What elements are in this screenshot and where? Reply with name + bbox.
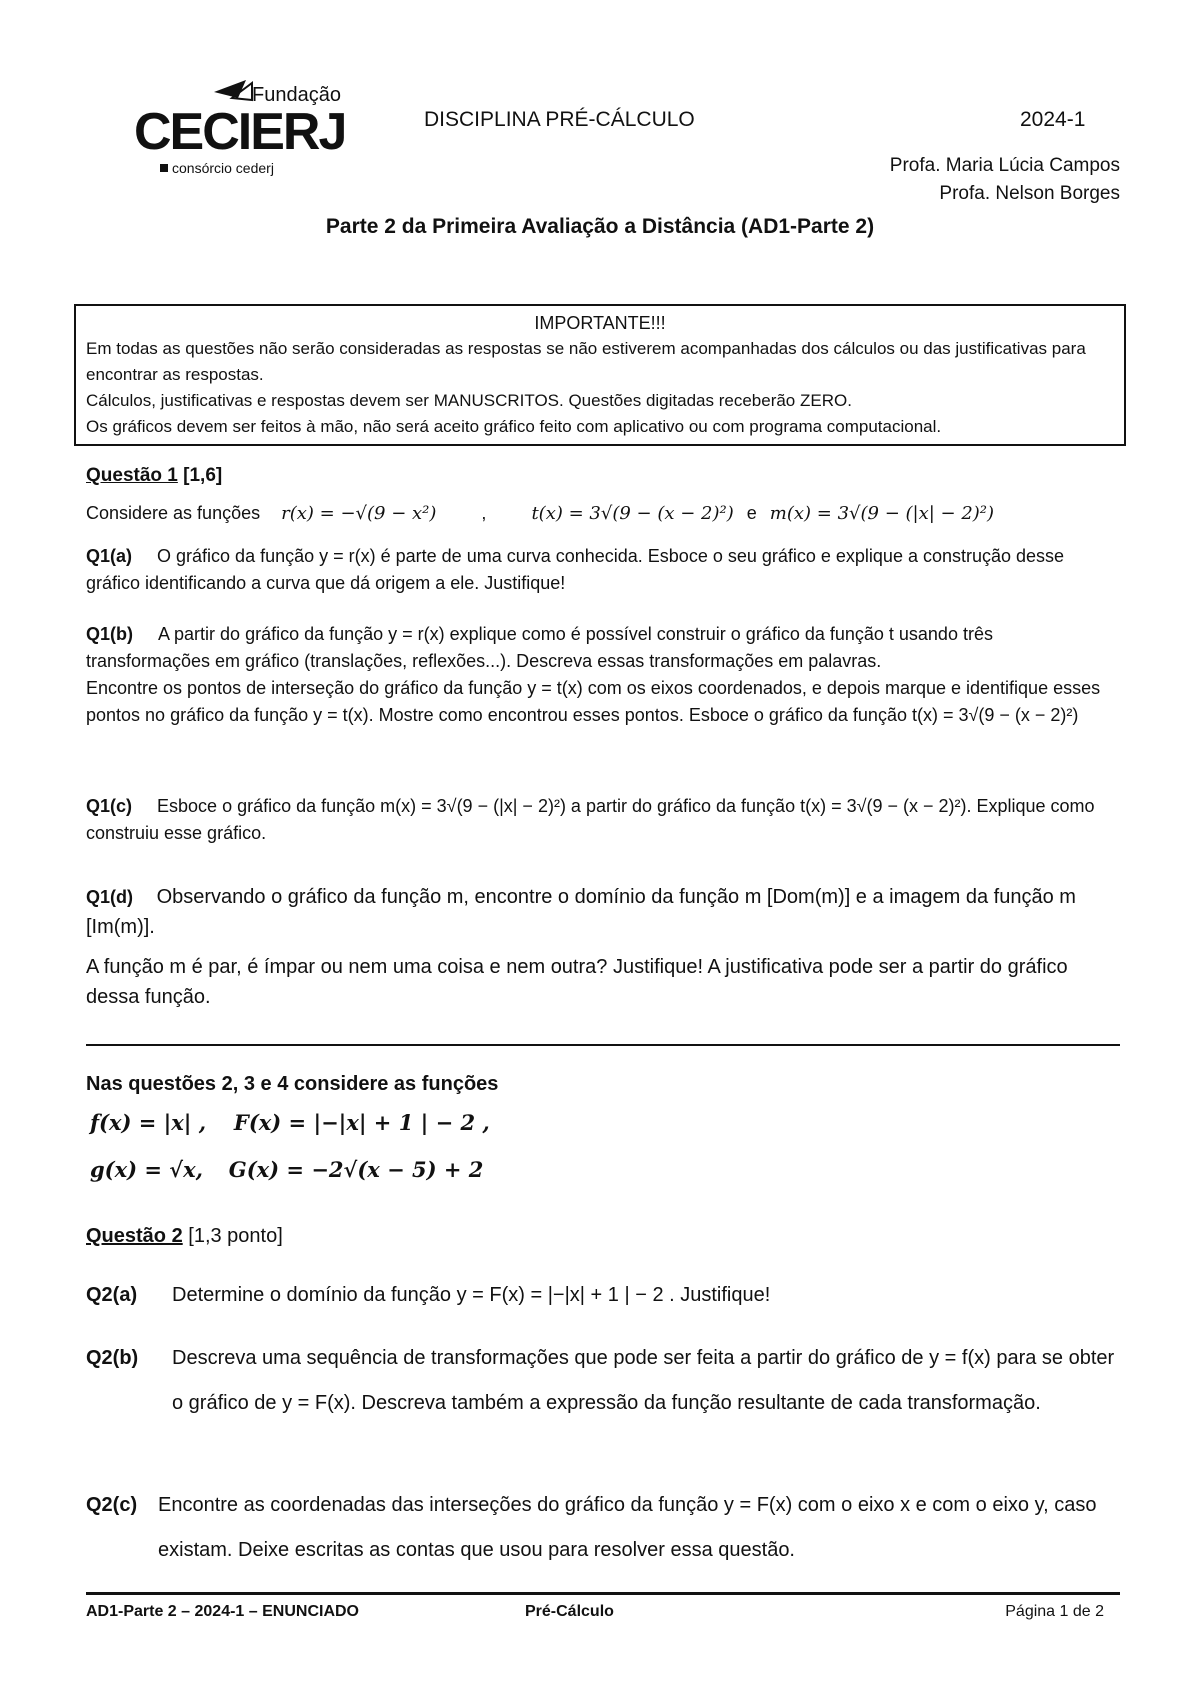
r-definition: r(x) = −√(9 − x²): [281, 503, 437, 524]
q1d-2: [86, 952, 1120, 1012]
f-definition: f(x) = |x| ,: [90, 1110, 207, 1135]
document-title: Parte 2 da Primeira Avaliação a Distância (AD1-Parte 2): [325, 215, 875, 238]
footer-center: Pré-Cálculo: [525, 1603, 614, 1620]
logo-fundacao: Fundação: [252, 84, 341, 106]
q2a: [86, 1280, 1120, 1310]
q2c-text: Encontre as coordenadas das interseções do gráfico da função y = F(x) com o eixo x e com o eixo y, caso existam. Deixe escritas as contas que usou para resolver essa questão.: [158, 1494, 1097, 1561]
functions-row-1: [90, 1110, 490, 1136]
q1a: [86, 543, 1120, 597]
q2b-text: Descreva uma sequência de transformações que pode ser feita a partir do gráfico de y = f(x) para se obter o gráfico de y = F(x). Descreva também a expressão da função resultante de cada transformação.: [172, 1347, 1115, 1414]
t-definition: t(x) = 3√(9 − (x − 2)²): [531, 503, 734, 524]
important-notice: [74, 304, 1126, 446]
q2-heading: [86, 1225, 283, 1248]
q1b-text-1: A partir do gráfico da função y = r(x) explique como é possível construir o gráfico da função t usando três transformações em gráfico (translações, reflexões...). Descreva essas transformações em palavras.: [86, 624, 993, 671]
q1a-label: Q1(a): [86, 546, 133, 566]
discipline-title: DISCIPLINA PRÉ-CÁLCULO: [424, 108, 695, 131]
q1b-label: Q1(b): [86, 624, 133, 644]
notice-line-1: Em todas as questões não serão consideradas as respostas se não estiverem acompanhadas dos cálculos ou das justificativas para encontrar as respostas.: [86, 339, 1086, 384]
functions-intro: Nas questões 2, 3 e 4 considere as funções: [86, 1073, 499, 1095]
q1b: [86, 621, 1120, 675]
footer-left: AD1-Parte 2 – 2024-1 – ENUNCIADO: [86, 1603, 359, 1620]
footer-rule: [86, 1592, 1120, 1595]
logo-consorcio: consórcio cederj: [172, 160, 274, 176]
q1c-label: Q1(c): [86, 796, 133, 816]
professor-2: Profa. Nelson Borges: [939, 183, 1120, 204]
q2-points: [1,3 ponto]: [188, 1225, 283, 1247]
q1-points: [1,6]: [183, 465, 223, 486]
section-divider: [86, 1044, 1120, 1046]
q1c-text: Esboce o gráfico da função m(x) = 3√(9 − (|x| − 2)²) a partir do gráfico da função t(x) = 3√(9 − (x − 2)²). Explique como construiu esse gráfico.: [86, 796, 1095, 843]
q2c-label: Q2(c): [86, 1494, 138, 1516]
q1c: [86, 793, 1120, 847]
functions-row-2: [90, 1157, 483, 1183]
professor-1: Profa. Maria Lúcia Campos: [889, 155, 1120, 176]
q1a-text: O gráfico da função y = r(x) é parte de uma curva conhecida. Esboce o seu gráfico e explique a construção desse gráfico identificando a curva que dá origem a ele. Justifique!: [86, 546, 1065, 593]
notice-line-3: Os gráficos devem ser feitos à mão, não será aceito gráfico feito com aplicativo ou com programa computacional.: [86, 417, 942, 436]
g-definition: g(x) = √x,: [90, 1157, 203, 1182]
q2a-text: Determine o domínio da função y = F(x) = |−|x| + 1 | − 2 . Justifique!: [172, 1284, 771, 1306]
F-definition: F(x) = |−|x| + 1 | − 2 ,: [233, 1110, 490, 1135]
m-definition: m(x) = 3√(9 − (|x| − 2)²): [769, 503, 995, 524]
q2-title: Questão 2: [86, 1225, 183, 1247]
logo-cecierj: CECIERJ: [134, 103, 346, 161]
q1-consider: Considere as funções: [86, 503, 261, 523]
q1d-text-2: A função m é par, é ímpar ou nem uma coisa e nem outra? Justifique! A justificativa pode ser a partir do gráfico dessa função.: [86, 956, 1068, 1008]
term: 2024-1: [1020, 108, 1086, 131]
q1-heading: [86, 465, 222, 487]
sep-comma: ,: [481, 503, 487, 523]
q2a-label: Q2(a): [86, 1284, 138, 1306]
notice-heading: IMPORTANTE!!!: [534, 313, 666, 333]
q1-title: Questão 1: [86, 465, 178, 486]
cecierj-logo: [134, 78, 346, 178]
G-definition: G(x) = −2√(x − 5) + 2: [228, 1157, 484, 1182]
q1d: [86, 882, 1120, 942]
footer-right: Página 1 de 2: [1005, 1603, 1104, 1620]
q1-functions-line: [86, 498, 994, 529]
q2c: [86, 1483, 1120, 1573]
notice-line-2: Cálculos, justificativas e respostas devem ser MANUSCRITOS. Questões digitadas receberão ZERO.: [86, 391, 852, 410]
q1b-2: [86, 675, 1120, 729]
q1b-text-2: Encontre os pontos de interseção do gráfico da função y = t(x) com os eixos coordenados, e depois marque e identifique esses pontos no gráfico da função y = t(x). Mostre como encontrou esses pontos. Esboce o gráfico da função t(x) = 3√(9 − (x − 2)²): [86, 678, 1101, 725]
q1d-label: Q1(d): [86, 887, 133, 907]
q2b: [86, 1336, 1120, 1426]
q2b-label: Q2(b): [86, 1347, 139, 1369]
q1d-text: Observando o gráfico da função m, encontre o domínio da função m [Dom(m)] e a imagem da função m [Im(m)].: [86, 886, 1076, 938]
sep-e: e: [746, 503, 757, 523]
